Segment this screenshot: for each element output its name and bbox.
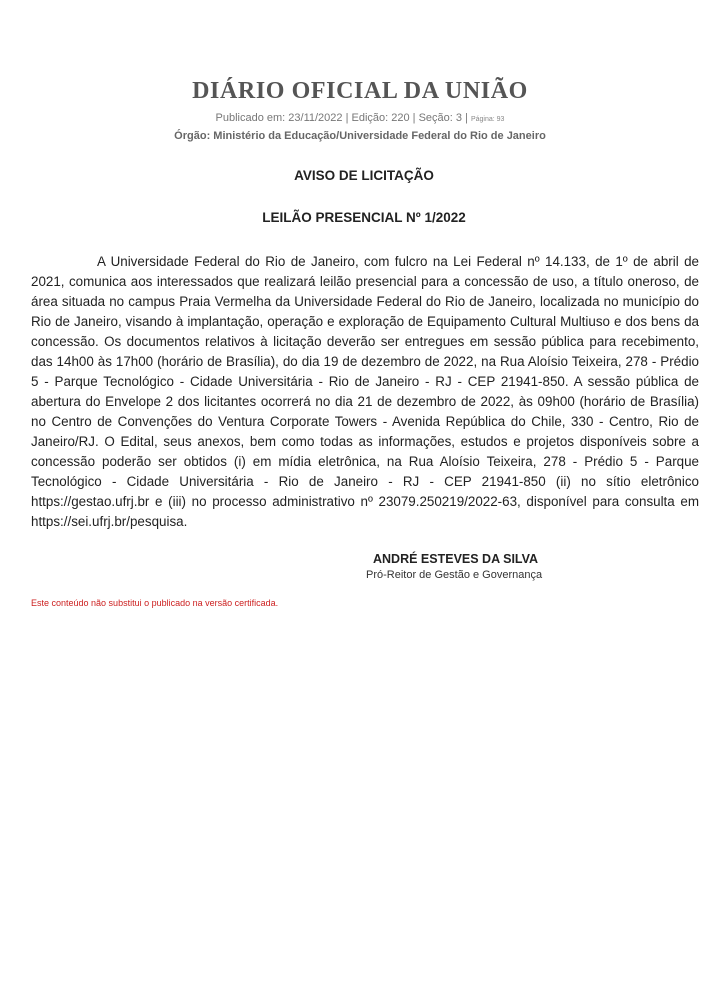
notice-body: A Universidade Federal do Rio de Janeiro, com fulcro na Lei Federal nº 14.133, de 1º de abril de 2021, comunica aos interessados que realizará leilão presencial para a concessão de uso, a título oneroso, de área situada no campus Praia Vermelha da Universidade Federal do Rio de Janeiro, localizada no município do Rio de Janeiro, visando à implantação, operação e exploração de Equipamento Cultural Multiuso e dos bens da concessão. Os documentos relativos à licitação deverão ser entregues em sessão pública para recebimento, das 14h00 às 17h00 (horário de Brasília), do dia 19 de dezembro de 2022, na Rua Aloísio Teixeira, 278 - Prédio 5 - Parque Tecnológico - Cidade Universitária - Rio de Janeiro - RJ - CEP 21941-850. A sessão pública de abertura do Envelope 2 dos licitantes ocorrerá no dia 21 de dezembro de 2022, às 09h00 (horário de Brasília) no Centro de Convenções do Ventura Corporate Towers - Avenida República do Chile, 330 - Centro, Rio de Janeiro/RJ. O Edital, seus anexos, bem como todas as informações, estudos e projetos disponíveis sobre a concessão poderão ser obtidos (i) em mídia eletrônica, na Rua Aloísio Teixeira, 278 - Prédio 5 - Parque Tecnológico - Cidade Universitária - Rio de Janeiro - RJ - CEP 21941-850 (ii) no sítio eletrônico https://gestao.ufrj.br e (iii) no processo administrativo nº 23079.250219/2022-63, disponível para consulta em https://sei.ufrj.br/pesquisa. (31, 254, 699, 529)
auction-title: LEILÃO PRESENCIAL Nº 1/2022 (262, 210, 466, 225)
page-number: Página: 93 (470, 116, 505, 123)
publication-info (0, 112, 720, 124)
publication-details: Publicado em: 23/11/2022 | Edição: 220 | Seção: 3 | (215, 112, 468, 124)
signer-role: Pró-Reitor de Gestão e Governança (366, 569, 543, 581)
newspaper-title: DIÁRIO OFICIAL DA UNIÃO (192, 78, 528, 104)
certification-disclaimer: Este conteúdo não substitui o publicado na versão certificada. (31, 598, 279, 608)
signer-name: ANDRÉ ESTEVES DA SILVA (373, 552, 539, 566)
notice-title: AVISO DE LICITAÇÃO (294, 168, 434, 183)
issuing-body: Órgão: Ministério da Educação/Universidade Federal do Rio de Janeiro (174, 130, 546, 142)
